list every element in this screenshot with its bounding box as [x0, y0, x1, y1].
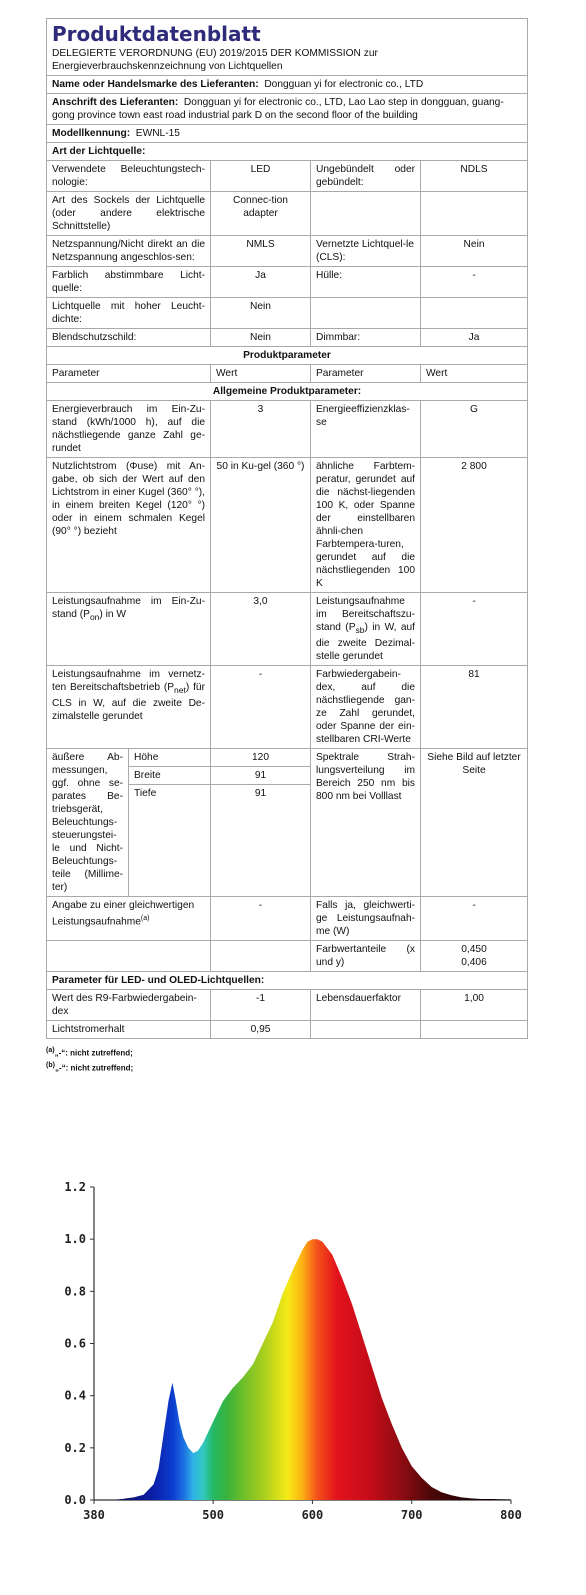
col-param-header: Parameter [311, 365, 421, 383]
table-row [47, 897, 528, 941]
table-row [47, 329, 528, 347]
col-param-header: Parameter [47, 365, 211, 383]
table-row [47, 941, 528, 972]
table-row [47, 458, 528, 593]
envelope-label: Hülle: [311, 267, 421, 298]
equivalent-claim-label: Falls ja, gleichwerti-ge Leistungsaufnah-me (W) [311, 897, 421, 941]
table-row [47, 1021, 528, 1039]
envelope-value: - [421, 267, 528, 298]
supplier-name-value: Dongguan yi for electronic co., LTD [264, 79, 424, 90]
equivalent-claim-value: - [421, 897, 528, 941]
led-heading: Parameter für LED- und OLED-Lichtquellen: [47, 972, 528, 990]
mains-label: Netzspannung/Nicht direkt an die Netzspannung angeschlos-sen: [47, 236, 211, 267]
anti-glare-value: Nein [211, 329, 311, 347]
x-tick-label: 700 [400, 1508, 423, 1522]
chromaticity-label: Farbwertanteile (x und y) [311, 941, 421, 972]
width-value: 91 [211, 767, 311, 785]
supplier-address-row [47, 94, 528, 125]
energy-value: 3 [211, 401, 311, 458]
efficiency-class-label: Energieeffizienzklas-se [311, 401, 421, 458]
page-title: Produktdatenblatt [47, 19, 528, 48]
r9-value: -1 [211, 990, 311, 1021]
spectrum-svg [42, 1170, 586, 1595]
pon-label: Leistungsaufnahme im Ein-Zu-stand $(P_{on})$ in W [47, 593, 211, 666]
high-luminance-label: Lichtquelle mit hoher Leucht-dichte: [47, 298, 211, 329]
lumen-maintenance-value: 0,95 [211, 1021, 311, 1039]
flux-label: Nutzlichtstrom (Φuse) mit An-gabe, ob sich der Wert auf den Lichtstrom in einer Kugel (360° °), in einem breiten Kegel (120° °) oder in einem schmalen Kegel (90° °) bezieht [47, 458, 211, 593]
y-tick-label: 1.0 [64, 1232, 86, 1247]
efficiency-class-value: G [421, 401, 528, 458]
footnote-a: $^{(a)}$„-“: nicht zutreffend; [46, 1047, 133, 1058]
lightsource-heading: Art der Lichtquelle: [47, 143, 528, 161]
width-label: Breite [129, 767, 211, 785]
product-data-sheet [46, 18, 527, 1074]
dimmable-value: Ja [421, 329, 528, 347]
tunable-label: Farblich abstimmbare Licht-quelle: [47, 267, 211, 298]
dimensions-label: äußere Ab-messungen, ggf. ohne se-parates Be-triebsgerät, Beleuchtungs-steuerungstei-le und Nicht-Beleuchtungs-teile (Millime-ter) [47, 749, 129, 897]
technology-label: Verwendete Beleuchtungstech-nologie: [47, 161, 211, 192]
lumen-maintenance-label: Lichtstromerhalt [47, 1021, 211, 1039]
supplier-address-value: Dongguan yi for electronic co., LTD, Lao Lao step in dongguan, guang-gong province town east road industrial park D on the second floor of the building [52, 97, 504, 121]
dimmable-label: Dimmbar: [311, 329, 421, 347]
supplier-name-row [47, 76, 528, 94]
table-row [47, 267, 528, 298]
spectral-distribution-chart [42, 1170, 586, 1595]
model-row [47, 125, 528, 143]
regulation-text: DELEGIERTE VERORDNUNG (EU) 2019/2015 DER KOMMISSION zur Energieverbrauchskennzeichnung von Lichtquellen [47, 47, 528, 76]
chromaticity-value: 0,450 0,406 [421, 941, 528, 972]
tunable-value: Ja [211, 267, 311, 298]
params-heading: Produktparameter [47, 347, 528, 365]
table-row [47, 161, 528, 192]
model-value: EWNL-15 [135, 128, 180, 139]
cri-value: 81 [421, 666, 528, 749]
cri-label: Farbwiedergabein-dex, auf die nächstliegende gan-ze Zahl gerundet, oder Spanne der ein-stellbaren CRI-Werte [311, 666, 421, 749]
params-columns-row [47, 365, 528, 383]
footnotes [46, 1045, 527, 1074]
height-value: 120 [211, 749, 311, 767]
directional-label: Ungebündelt oder gebündelt: [311, 161, 421, 192]
directional-value: NDLS [421, 161, 528, 192]
col-wert-header: Wert [211, 365, 311, 383]
equivalent-power-label: Angabe zu einer gleichwertigen Leistungsaufnahme$^{(a)}$ [47, 897, 211, 941]
table-row [47, 593, 528, 666]
y-tick-label: 1.2 [64, 1180, 86, 1194]
y-tick-label: 0.8 [64, 1284, 86, 1299]
spectrum-area [94, 1239, 511, 1500]
cls-value: Nein [421, 236, 528, 267]
cap-type-label: Art des Sockels der Lichtquelle (oder andere elektrische Schnittstelle) [47, 192, 211, 236]
regulation-row [47, 47, 528, 76]
x-tick-label: 600 [301, 1508, 324, 1522]
x-tick-label: 500 [202, 1508, 224, 1522]
table-row [47, 236, 528, 267]
title-row [47, 19, 528, 48]
technology-value: LED [211, 161, 311, 192]
r9-label: Wert des R9-Farbwiedergabein-dex [47, 990, 211, 1021]
lightsource-heading-row [47, 143, 528, 161]
cct-label: ähnliche Farbtem-peratur, gerundet auf die nächst-liegenden 100 K, oder Spanne der einstellbaren ähnli-chen Farbtempera-turen, gerundet auf die nächstliegenden 100 K [311, 458, 421, 593]
cap-type-value: Connec-tion adapter [211, 192, 311, 236]
table-row [47, 298, 528, 329]
dims-row-height [47, 749, 528, 767]
survival-factor-label: Lebensdauerfaktor [311, 990, 421, 1021]
table-row [47, 990, 528, 1021]
x-tick-label: 380 [83, 1508, 105, 1522]
pnet-label: Leistungsaufnahme im vernetz-ten Bereitschaftsbetrieb $(P_{net})$ für CLS in W, auf die zweite De-zimalstelle gerundet [47, 666, 211, 749]
anti-glare-label: Blendschutzschild: [47, 329, 211, 347]
depth-value: 91 [211, 785, 311, 897]
footnote-b: $^{(b)}$„-“: nicht zutreffend; [46, 1061, 134, 1073]
spectral-label: Spektrale Strah-lungsverteilung im Bereich 250 nm bis 800 nm bei Volllast [311, 749, 421, 897]
params-heading-row [47, 347, 528, 365]
model-label: Modellkennung: [52, 128, 131, 139]
led-heading-row [47, 972, 528, 990]
psb-value: - [421, 593, 528, 666]
datasheet-table [46, 18, 528, 1039]
energy-label: Energieverbrauch im Ein-Zu-stand (kWh/1000 h), auf die nächstliegende ganze Zahl ge-rundet [47, 401, 211, 458]
flux-value: 50 in Ku-gel (360 °) [211, 458, 311, 593]
general-heading: Allgemeine Produktparameter: [47, 383, 528, 401]
table-row [47, 401, 528, 458]
equivalent-power-value: - [211, 897, 311, 941]
cls-label: Vernetzte Lichtquel-le (CLS): [311, 236, 421, 267]
psb-label: Leistungsaufnahme im Bereitschaftszu-stand $(P_{sb})$ in W, auf die zweite Dezimal-stelle gerundet [311, 593, 421, 666]
depth-label: Tiefe [129, 785, 211, 897]
survival-factor-value: 1,00 [421, 990, 528, 1021]
general-heading-row [47, 383, 528, 401]
col-wert-header: Wert [421, 365, 528, 383]
pnet-value: - [211, 666, 311, 749]
high-luminance-value: Nein [211, 298, 311, 329]
height-label: Höhe [129, 749, 211, 767]
cct-value: 2 800 [421, 458, 528, 593]
pon-value: 3,0 [211, 593, 311, 666]
y-tick-label: 0.2 [64, 1440, 86, 1455]
table-row [47, 192, 528, 236]
spectral-value: Siehe Bild auf letzter Seite [421, 749, 528, 897]
table-row [47, 666, 528, 749]
mains-value: NMLS [211, 236, 311, 267]
y-tick-label: 0.4 [64, 1388, 86, 1403]
supplier-address-label: Anschrift des Lieferanten: [52, 97, 179, 108]
y-tick-label: 0.6 [64, 1336, 86, 1351]
x-tick-label: 800 [500, 1508, 522, 1522]
y-tick-label: 0.0 [64, 1493, 86, 1507]
supplier-name-label: Name oder Handelsmarke des Lieferanten: [52, 79, 259, 90]
